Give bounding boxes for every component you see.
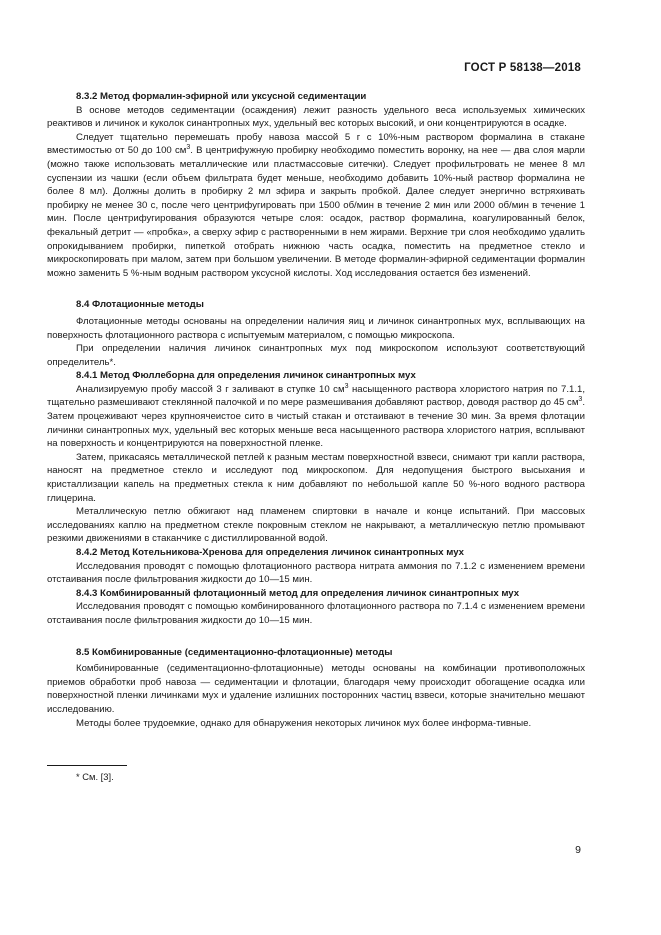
paragraph: Металлическую петлю обжигают над пламенем спиртовки в начале и конце испытаний. При массовых исследованиях каплю на предметном стекле покровным стеклом не накрывают, а металлическую петлю промывают резкими движениями в стаканчике с дистиллированной водой. [47, 506, 585, 545]
text-run: . В центрифужную пробирку необходимо поместить воронку, на нее — два слоя марли (можно также использовать металлические или пластмассовые ситечки). Следует профильтровать не менее 8 мл суспензии из чашки (если объем фильтрата будет меньше, необходимо добавить 10%-ный раствор формалина не более 8 мл). Должны долить в пробирку 2 мл эфира и закрыть пробкой. Далее следует энергично встряхивать пробирку не менее 30 с, после чего центрифугировать при 1500 об/мин в течение 2 мин или 2000 об/мин в течение 1 мин. После центрифугирования образуются четыре слоя: осадок, раствор формалина, коагулированный белок, фекальный детрит — «пробка», а сверху эфир с растворенными в нем жирами. Верхние три слоя необходимо удалить опрокидыванием пробирки, пипеткой отобрать нижнюю часть осадка, поместить на предметное стекло и микроскопировать при малом, затем при большом увеличении. В методе формалин-эфирной седиментации формалин можно заменить 5 %-ным водным раствором уксусной кислоты. Ход исследования остается без изменений. [47, 145, 585, 279]
section-8-4-3-heading: 8.4.3 Комбинированный флотационный метод для определения личинок синантропных мух [76, 587, 520, 599]
paragraph: Затем, прикасаясь металлической петлей к разным местам поверхностной взвеси, снимают три капли раствора, наносят на предметное стекло и исследуют под микроскопом. Для недопущения быстрого высыхания и кристаллизации капель на предметных стекла к ним добавляют по небольшой капле 50 %-ного водного раствора глицерина. [47, 451, 585, 504]
footnote: * См. [3]. [76, 771, 114, 782]
paragraph: Флотационные методы основаны на определении наличия яиц и личинок синантропных мух, всплывающих на поверхность флотационного раствора с испытуемым материалом, с помощью микроскопа. [47, 315, 585, 341]
footnote-separator [47, 765, 127, 766]
section-8-4-1-heading: 8.4.1 Метод Фюллеборна для определения личинок синантропных мух [76, 370, 416, 382]
paragraph [47, 131, 585, 281]
text-run: Следует тщательно перемешать пробу навоза массой 5 г с 10%-ным раствором формалина в стакане вместимостью от 50 до 100 см [47, 131, 585, 157]
document-body [47, 90, 585, 730]
paragraph [47, 383, 585, 451]
superscript: 3 [578, 396, 583, 404]
section-8-5-heading: 8.5 Комбинированные (седиментационно-флотационные) методы [76, 646, 393, 658]
paragraph: Исследования проводят с помощью флотационного раствора нитрата аммония по 7.1.2 с изменением времени отстаивания после фильтрования жидкости до 10—15 мин. [47, 560, 585, 586]
section-8-4-heading: 8.4 Флотационные методы [76, 299, 204, 311]
paragraph: При определении наличия личинок синантропных мух под микроскопом используют соответствующий определитель*. [47, 343, 585, 368]
superscript: 3 [344, 382, 349, 390]
section-8-3-2-heading: 8.3.2 Метод формалин-эфирной или уксусной седиментации [76, 91, 367, 102]
superscript: 3 [186, 144, 191, 152]
text-run: Анализируемую пробу массой 3 г заливают в ступке 10 см [76, 383, 345, 395]
section-8-4-2-heading: 8.4.2 Метод Котельникова-Хренова для определения личинок синантропных мух [76, 547, 465, 558]
paragraph: Методы более трудоемкие, однако для обнаружения некоторых личинок мух более информа-тивные. [76, 717, 532, 729]
text-run: насыщенного раствора хлористого натрия по 7.1.1, тщательно размешивают стеклянной палочкой и по мере размешивания добавляют раствор, доводя раствор до 45 см [47, 383, 586, 409]
paragraph: Комбинированные (седиментационно-флотационные) методы основаны на комбинации противоположных приемов обработки проб навоза — седиментации и флотации, благодаря чему происходит обогащение осадка или поверхностной пленки личинками мух и удаление излишних посторонних частиц взвеси, которые значительно мешают исследованию. [47, 663, 585, 715]
paragraph: Исследования проводят с помощью комбинированного флотационного раствора по 7.1.4 с изменением времени отстаивания после фильтрования жидкости до 10—15 мин. [47, 601, 585, 626]
standard-header: ГОСТ Р 58138—2018 [464, 62, 581, 74]
text-run: . Затем процеживают через крупноячеистое сито в чистый стакан и отстаивают в течение 30 мин. За время флотации личинки синантропных мух, удельный вес которых меньше веса насыщенного раствора хлористого натрия, всплывают на поверхность и концентрируются на поверхностной пленке. [47, 397, 585, 450]
page-number: 9 [575, 844, 581, 856]
paragraph: В основе методов седиментации (осаждения) лежит разность удельного веса используемых химических реактивов и личинок и куколок синантропных мух, удельный вес которых высокий, и они концентрируются в осадке. [47, 104, 585, 130]
